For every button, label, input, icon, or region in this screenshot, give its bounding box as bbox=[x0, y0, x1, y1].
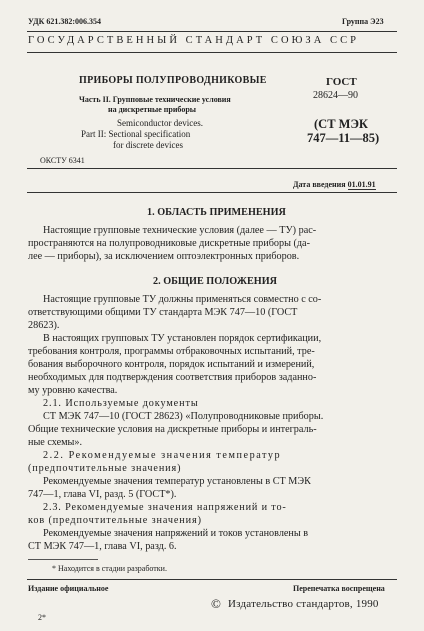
footer-rule bbox=[27, 579, 397, 580]
gost-label: ГОСТ bbox=[326, 76, 357, 88]
section2-para2-line: му уровню качества. bbox=[28, 385, 118, 396]
publisher: Издательство стандартов, 1990 bbox=[228, 598, 379, 610]
udk-code: УДК 621.382:006.354 bbox=[28, 17, 102, 26]
banner-rule bbox=[27, 52, 397, 53]
subsection-2-1-line: ные схемы». bbox=[28, 437, 83, 448]
header-rule bbox=[27, 31, 397, 32]
title-block-rule bbox=[27, 168, 397, 169]
section1-line: пространяются на полупроводниковые дискретные приборы (да- bbox=[28, 238, 310, 249]
standard-banner: ГОСУДАРСТВЕННЫЙ СТАНДАРТ СОЮЗА ССР bbox=[28, 35, 360, 46]
section1-heading: 1. ОБЛАСТЬ ПРИМЕНЕНИЯ bbox=[147, 207, 286, 218]
subsection-2-3-heading-cont: ков (предпочтительные значения) bbox=[28, 515, 202, 526]
subsection-2-2-line: 747—1, глава VI, разд. 5 (ГОСТ*). bbox=[28, 489, 177, 500]
subsection-2-3-line: Рекомендуемые значения напряжений и токов установлены в bbox=[43, 528, 309, 539]
subsection-2-1-line: Общие технические условия на дискретные приборы и интеграль- bbox=[28, 424, 317, 435]
section2-para1-line: Настоящие групповые ТУ должны применяться совместно с со- bbox=[43, 294, 322, 305]
footnote-separator bbox=[28, 559, 98, 560]
section2-para1-line: 28623). bbox=[28, 320, 60, 331]
subsection-2-3-line: СТ МЭК 747—1, глава VI, разд. 6. bbox=[28, 541, 177, 552]
section2-para2-line: требования контроля, программы отбраковочных испытаний, тре- bbox=[28, 346, 315, 357]
section2-heading: 2. ОБЩИЕ ПОЛОЖЕНИЯ bbox=[153, 276, 277, 287]
subsection-2-1-line: СТ МЭК 747—10 (ГОСТ 28623) «Полупроводниковые приборы. bbox=[43, 411, 324, 422]
subsection-2-3-heading: 2.3. Рекомендуемые значения напряжений и то- bbox=[43, 502, 287, 513]
section1-line: лее — приборы), за исключением оптоэлектронных приборов. bbox=[28, 251, 300, 262]
copyright-symbol: © bbox=[211, 596, 221, 611]
subsection-2-1-heading: 2.1. Используемые документы bbox=[43, 398, 199, 409]
group-code: Группа Э23 bbox=[342, 17, 384, 26]
intro-date bbox=[293, 180, 376, 189]
date-rule bbox=[27, 192, 397, 193]
st-mek-line2: 747—11—85) bbox=[307, 131, 380, 145]
footnote: * Находится в стадии разработки. bbox=[52, 564, 167, 573]
subsection-2-2-heading: 2.2. Рекомендуемые значения температур bbox=[43, 450, 282, 461]
section2-para2-line: необходимых для подтверждения соответствия приборов заданно- bbox=[28, 372, 317, 383]
intro-date-value: 01.01.91 bbox=[347, 180, 376, 189]
intro-date-label: Дата введения bbox=[293, 180, 346, 189]
section2-para2-line: бования выборочного контроля, порядок испытаний и измерений, bbox=[28, 359, 315, 370]
subtitle-ru-line1: Часть II. Групповые технические условия bbox=[79, 95, 231, 104]
section2-para2-line: В настоящих групповых ТУ установлен порядок сертификации, bbox=[43, 333, 322, 344]
subtitle-ru-line2: на дискретные приборы bbox=[108, 105, 197, 114]
section1-line: Настоящие групповые технические условия (далее — ТУ) рас- bbox=[43, 225, 317, 236]
document-title: ПРИБОРЫ ПОЛУПРОВОДНИКОВЫЕ bbox=[79, 75, 267, 86]
gost-number: 28624—90 bbox=[313, 90, 358, 101]
subsection-2-2-heading-cont: (предпочтительные значения) bbox=[28, 463, 182, 474]
subtitle-en-line3: for discrete devices bbox=[113, 140, 183, 150]
official-edition: Издание официальное bbox=[28, 584, 109, 593]
subtitle-en-line1: Semiconductor devices. bbox=[117, 118, 203, 128]
st-mek-line1: (СТ МЭК bbox=[314, 117, 368, 131]
okstu-code: ОКСТУ 6341 bbox=[40, 156, 85, 165]
subsection-2-2-line: Рекомендуемые значения температур установлены в СТ МЭК bbox=[43, 476, 311, 487]
section2-para1-line: ответствующими общими ТУ стандарта МЭК 747—10 (ГОСТ bbox=[28, 307, 298, 318]
reprint-notice: Перепечатка воспрещена bbox=[293, 584, 385, 593]
subtitle-en-line2: Part II: Sectional specification bbox=[81, 129, 191, 139]
page-mark: 2* bbox=[38, 613, 46, 622]
